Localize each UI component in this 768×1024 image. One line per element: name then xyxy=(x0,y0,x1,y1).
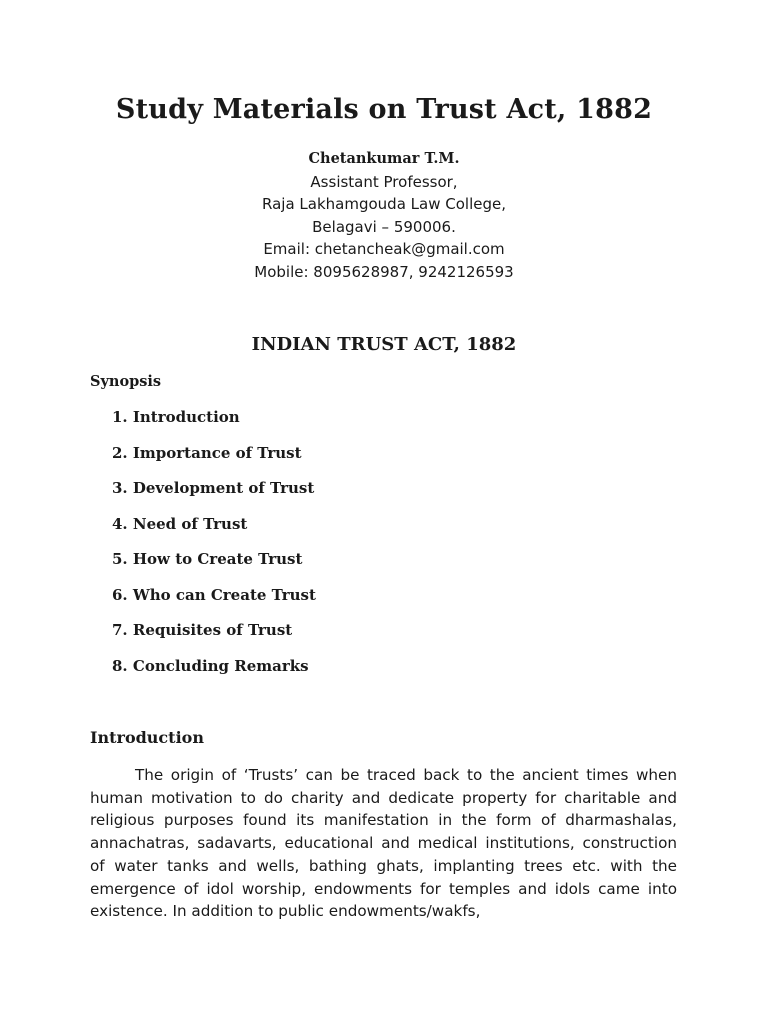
synopsis-item: 5. How to Create Trust xyxy=(112,550,303,568)
synopsis-item: 6. Who can Create Trust xyxy=(112,585,316,604)
synopsis-heading: Synopsis xyxy=(90,373,162,390)
synopsis-item: 3. Development of Trust xyxy=(112,479,315,497)
synopsis-item: 1. Introduction xyxy=(112,408,240,426)
section-subtitle: INDIAN TRUST ACT, 1882 xyxy=(251,334,517,355)
introduction-heading: Introduction xyxy=(90,728,204,747)
author-email: Email: chetancheak@gmail.com xyxy=(263,240,505,258)
author-mobile: Mobile: 8095628987, 9242126593 xyxy=(254,262,514,281)
synopsis-list xyxy=(112,408,316,692)
synopsis-item: 7. Requisites of Trust xyxy=(112,621,293,639)
author-name: Chetankumar T.M. xyxy=(308,150,460,167)
author-block xyxy=(0,148,768,283)
author-college: Raja Lakhamgouda Law College, xyxy=(262,195,506,213)
synopsis-item: 2. Importance of Trust xyxy=(112,443,302,462)
author-designation: Assistant Professor, xyxy=(310,172,458,191)
synopsis-item: 4. Need of Trust xyxy=(112,514,248,533)
synopsis-item: 8. Concluding Remarks xyxy=(112,656,309,675)
introduction-paragraph: The origin of ‘Trusts’ can be traced back to the ancient times when human motivation to do charity and dedicate property for charitable and religious purposes found its manifestation in the form of dharmashalas, annachatras, sadavarts, educational and medical institutions, construction of water tanks and wells, bathing ghats, implanting trees etc. with the emergence of idol worship, endowments for temples and idols came into existence. In addition to public endowments/wakfs, xyxy=(90,766,677,921)
author-address: Belagavi – 590006. xyxy=(312,217,456,236)
document-title: Study Materials on Trust Act, 1882 xyxy=(115,94,653,125)
